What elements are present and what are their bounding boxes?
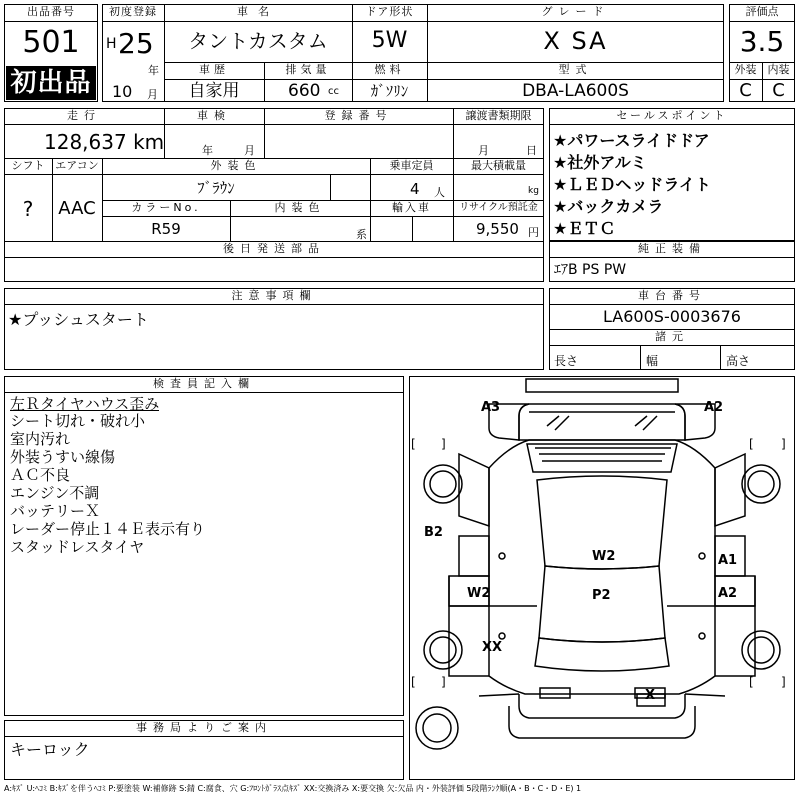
- score-label: 評価点: [745, 5, 779, 18]
- car-name: タントカスタム: [188, 29, 328, 53]
- car-diagram-icon: [409, 376, 795, 780]
- mileage-label: 走行: [67, 109, 101, 122]
- office-value: キーロック: [10, 740, 90, 759]
- damage-mark: A2: [718, 586, 738, 601]
- inspector-line: レーダー停止１４Ｅ表示有り: [10, 521, 206, 538]
- damage-mark: B2: [424, 525, 443, 540]
- interior-label: 内装: [767, 63, 790, 76]
- chassis-number: LA600S-0003676: [603, 307, 741, 326]
- sales-point-item: ★ＥＴＣ: [553, 219, 616, 238]
- door-label: ドア形状: [365, 5, 414, 18]
- reg-month-unit: 月: [147, 88, 158, 101]
- length-label: 長さ: [554, 354, 579, 368]
- svg-text:]: ]: [781, 437, 786, 451]
- inspector-line: スタッドレスタイヤ: [10, 539, 145, 556]
- ext-color-label: 外装色: [210, 159, 262, 172]
- shift-label: シフト: [11, 159, 45, 172]
- interior-grade: C: [772, 80, 785, 101]
- displacement-value: 660: [288, 81, 321, 101]
- svg-text:]: ]: [781, 675, 786, 689]
- svg-text:]: ]: [441, 437, 446, 451]
- car-name-label: 車名: [237, 5, 279, 18]
- svg-text:]: ]: [441, 675, 446, 689]
- seats-label: 乗車定員: [389, 159, 434, 172]
- door-type: 5W: [371, 28, 408, 53]
- inspector-line: エンジン不調: [10, 485, 100, 502]
- recycle-label: リサイクル預託金: [459, 202, 538, 213]
- plate-label: 登録番号: [324, 109, 393, 122]
- damage-mark: XX: [482, 640, 503, 655]
- width-label: 幅: [646, 354, 659, 368]
- inspector-label: 検査員記入欄: [153, 377, 255, 390]
- ac-label: エアコン: [55, 159, 99, 172]
- chassis-label: 車台番号: [638, 289, 706, 302]
- reg-year: 25: [118, 28, 154, 60]
- ac-value: AAC: [58, 198, 96, 219]
- import-label: 輸入車: [392, 201, 431, 214]
- inspector-line: ＡＣ不良: [10, 467, 71, 484]
- dims-label: 諸元: [655, 330, 689, 343]
- int-color-label: 内装色: [274, 201, 326, 214]
- sales-point-item: ★ＬＥＤヘッドライト: [553, 175, 711, 194]
- shift-value: ?: [22, 198, 34, 220]
- reg-month: 10: [112, 82, 133, 101]
- color-no-label: カラーNo.: [131, 201, 201, 214]
- lot-number: 501: [22, 25, 80, 60]
- seats-unit: 人: [434, 186, 445, 199]
- equipment-label: 純正装備: [638, 242, 706, 255]
- equipment-value: ｴｱB PS PW: [554, 262, 627, 278]
- inspector-line: バッテリーＸ: [10, 503, 101, 520]
- transfer-day-unit: 日: [526, 144, 537, 157]
- fuel-label: 燃料: [374, 63, 405, 76]
- svg-text:[: [: [749, 437, 754, 451]
- inspection-label: 車検: [197, 109, 231, 122]
- inspector-line: 外装うすい線傷: [10, 449, 116, 466]
- reg-year-unit: 年: [148, 64, 159, 77]
- model-label: 型式: [558, 63, 593, 76]
- recycle-value: 9,550: [476, 220, 519, 238]
- fuel-value: ｶﾞｿﾘﾝ: [370, 82, 409, 100]
- exterior-grade: C: [739, 80, 752, 101]
- damage-mark: W2: [592, 549, 616, 564]
- damage-mark: W2: [467, 586, 491, 601]
- inspector-line: 室内汚れ: [10, 431, 71, 448]
- damage-mark: A2: [704, 400, 724, 415]
- first-listing-badge: 初出品: [6, 66, 96, 100]
- inspection-month-unit: 月: [244, 144, 255, 157]
- mileage-value: 128,637 km: [44, 130, 165, 154]
- sales-point-item: ★パワースライドドア: [553, 131, 710, 150]
- transfer-month-unit: 月: [478, 144, 489, 157]
- inspector-line: 左Ｒタイヤハウス歪み: [10, 396, 160, 413]
- caution-label: 注意事項欄: [231, 289, 317, 302]
- damage-mark: X: [645, 688, 656, 703]
- lot-label: 出品番号: [27, 5, 75, 18]
- damage-mark: A3: [481, 400, 501, 415]
- model-value: DBA-LA600S: [522, 81, 629, 101]
- int-color-unit: 系: [356, 228, 367, 241]
- exterior-label: 外装: [734, 63, 757, 76]
- score-value: 3.5: [739, 25, 785, 58]
- load-label: 最大積載量: [471, 159, 526, 172]
- load-unit: kg: [528, 186, 539, 196]
- grade-label: グレード: [541, 5, 610, 18]
- first-reg-label: 初度登録: [109, 5, 157, 18]
- svg-text:[: [: [749, 675, 754, 689]
- legend-text: A:ｷｽﾞ U:ﾍｺﾐ B:ｷｽﾞを伴うﾍｺﾐ P:要塗装 W:補修跡 S:錆 C:腐食、穴 G:ﾌﾛﾝﾄｶﾞﾗｽ点ｷｽﾞ XX:交換済み X:要交換 欠:欠品 内・外装評価 5段階ﾗﾝｸ順(A・B・C・D・E) 1: [4, 784, 582, 793]
- transfer-label: 譲渡書類期限: [465, 109, 532, 122]
- office-label: 事務局よりご案内: [136, 721, 272, 734]
- seats-value: 4: [410, 180, 420, 198]
- caution-value: ★プッシュスタート: [8, 310, 149, 329]
- displacement-unit: cc: [328, 86, 339, 97]
- sales-point-item: ★バックカメラ: [553, 197, 664, 216]
- history-value: 自家用: [188, 81, 240, 101]
- reg-era: H: [106, 36, 117, 52]
- ext-color-value: ﾌﾞﾗｳﾝ: [197, 179, 235, 197]
- displacement-label: 排気量: [285, 63, 331, 76]
- damage-mark: P2: [592, 588, 611, 603]
- svg-text:[: [: [411, 437, 416, 451]
- inspection-year-unit: 年: [202, 144, 213, 157]
- inspector-line: シート切れ・破れ小: [10, 413, 146, 430]
- height-label: 高さ: [726, 354, 751, 368]
- svg-text:[: [: [411, 675, 416, 689]
- grade-value: X SA: [543, 27, 608, 55]
- sales-point-item: ★社外アルミ: [553, 153, 647, 172]
- color-no-value: R59: [151, 220, 181, 238]
- damage-mark: A1: [718, 553, 738, 568]
- recycle-unit: 円: [528, 226, 539, 239]
- history-label: 車歴: [199, 63, 229, 76]
- later-parts-label: 後日発送部品: [223, 242, 325, 255]
- sales-points-label: セールスポイント: [616, 109, 728, 122]
